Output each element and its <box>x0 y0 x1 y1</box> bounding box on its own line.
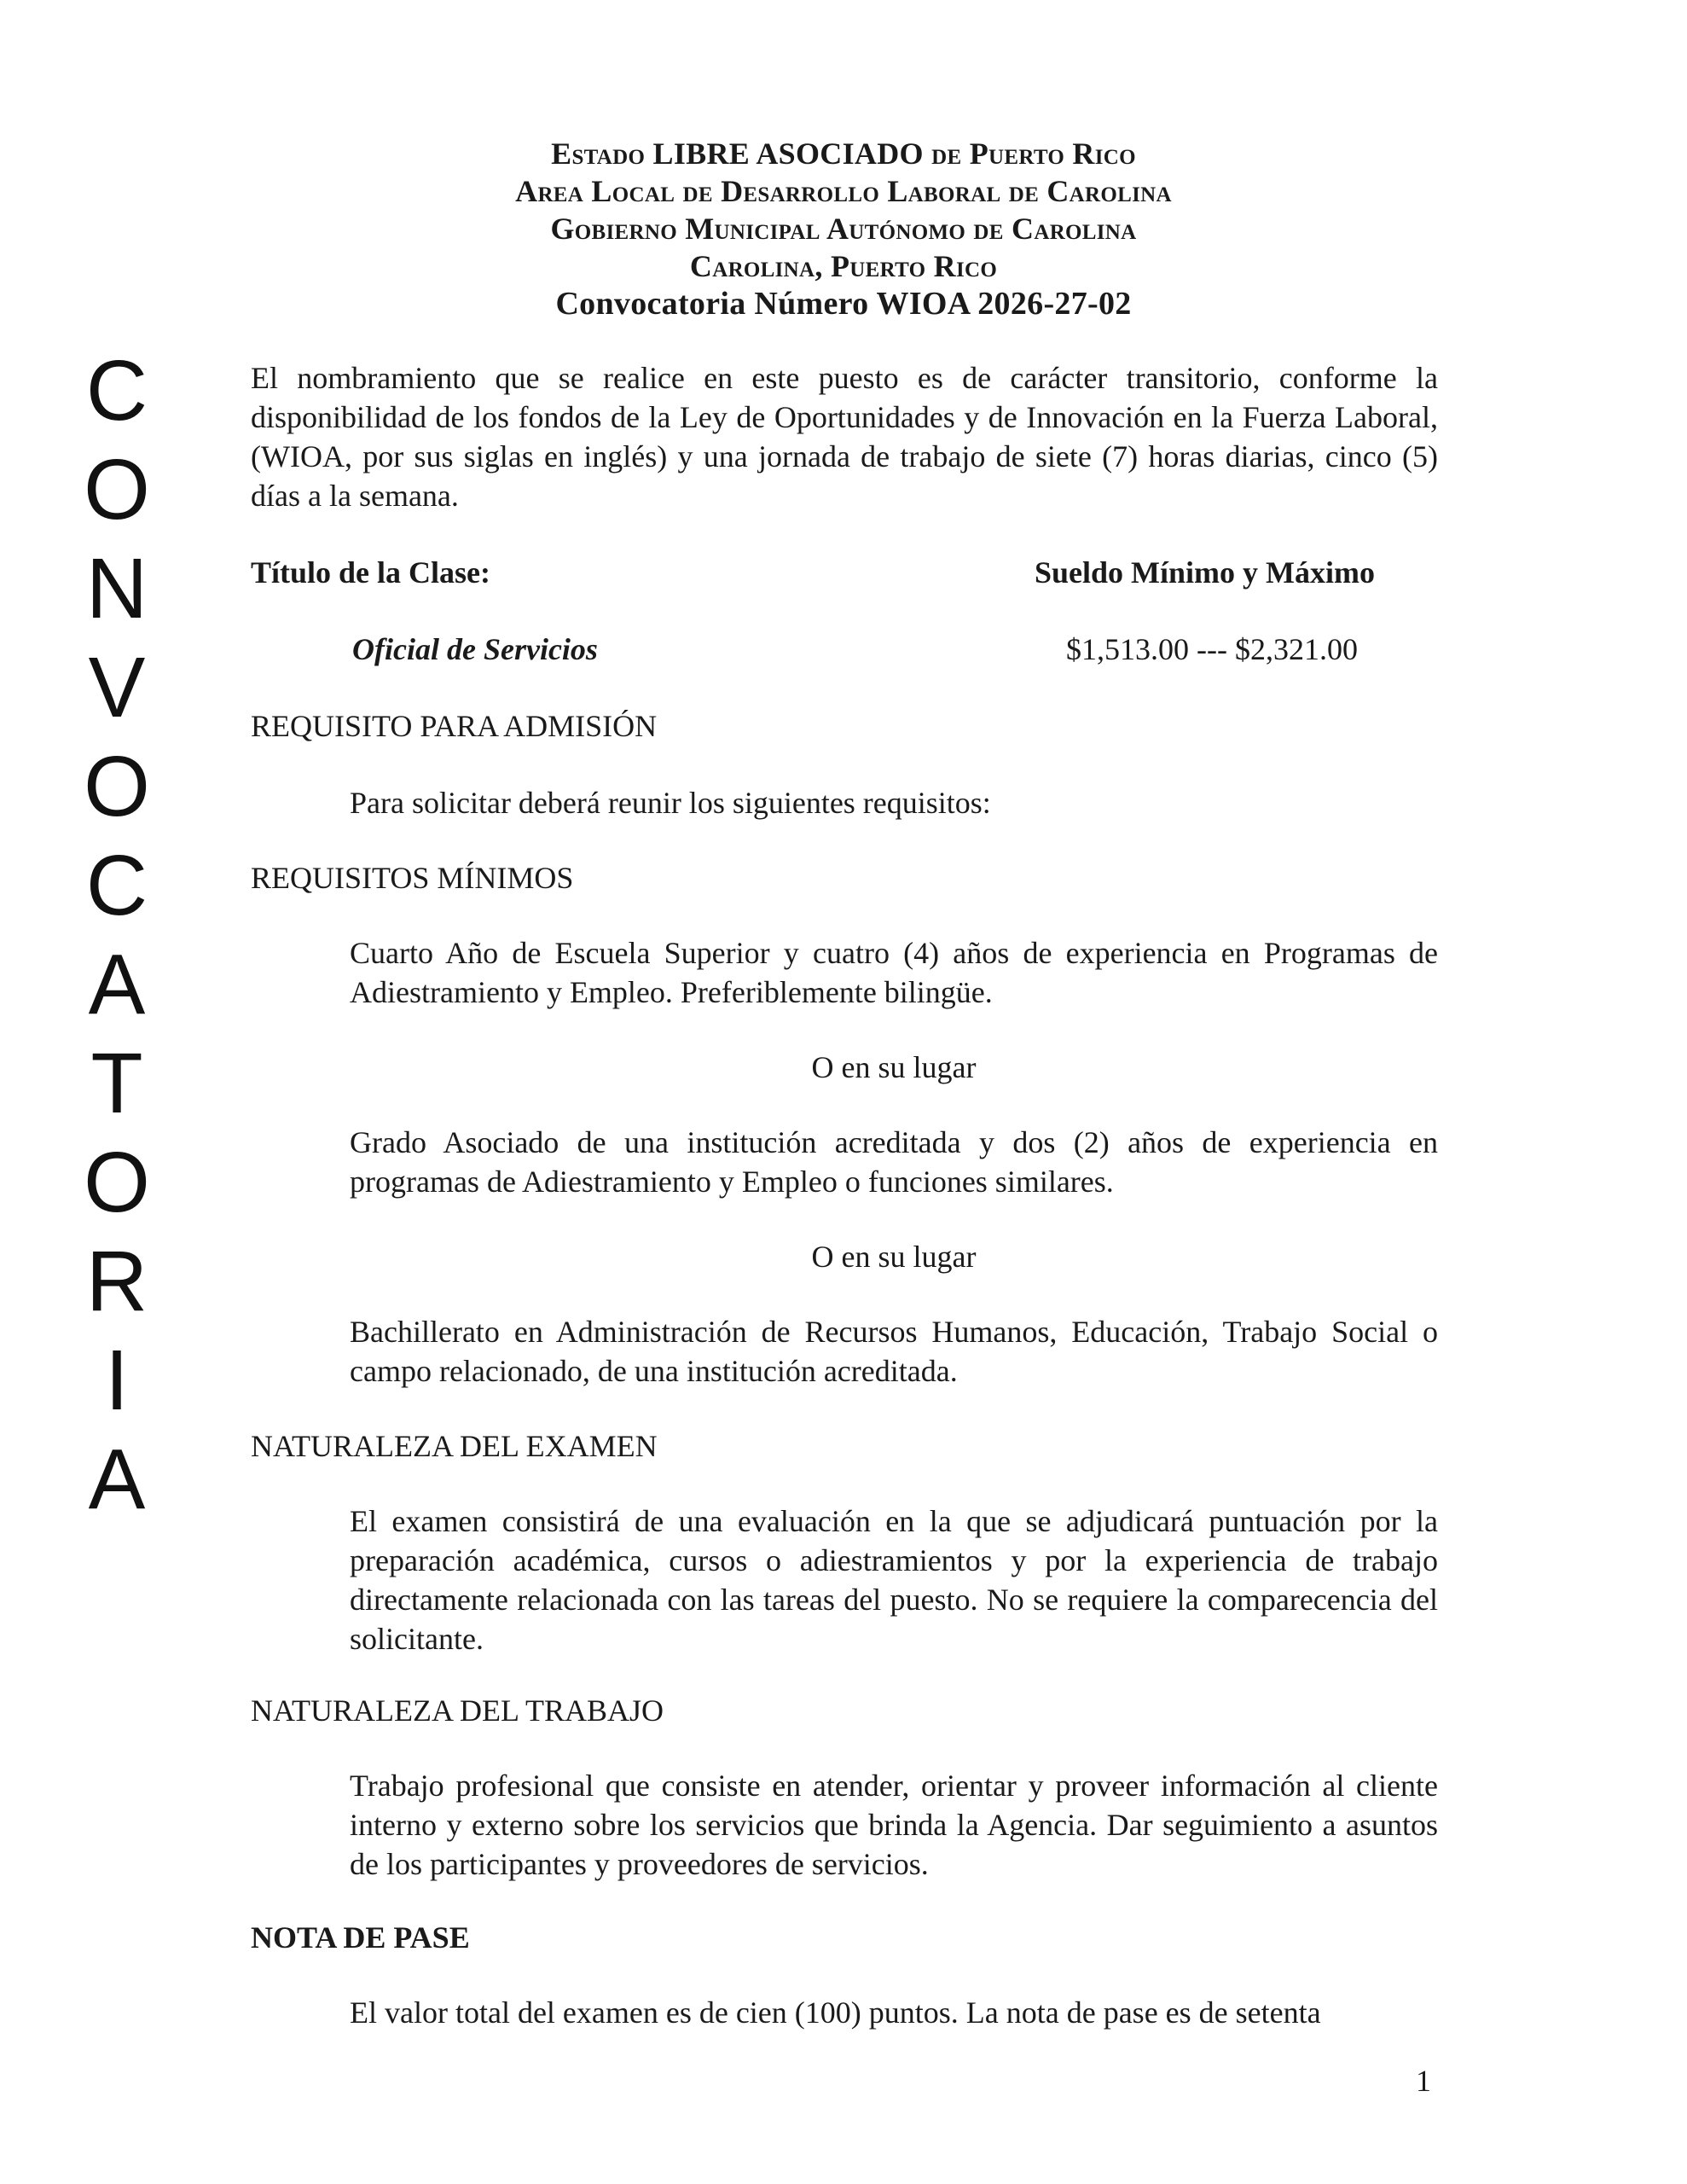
side-letter: A <box>88 1432 146 1527</box>
minimum-option-2: Grado Asociado de una institución acreditada y dos (2) años de experiencia en programas de Adiestramiento y Empleo o funciones similares. <box>350 1125 1438 1199</box>
work-text: Trabajo profesional que consiste en atender, orientar y proveer información al cliente interno y externo sobre los servicios que brinda la Agencia. Dar seguimiento a asuntos de los participantes y proveedores de servicios. <box>350 1769 1438 1881</box>
header-line-3: Gobierno Municipal Autónomo de Carolina <box>550 212 1137 246</box>
minimum-option-3: Bachillerato en Administración de Recursos Humanos, Educación, Trabajo Social o campo relacionado, de una institución acreditada. <box>350 1315 1438 1388</box>
side-letter: C <box>85 838 148 933</box>
document-header <box>0 135 1687 322</box>
intro-paragraph: El nombramiento que se realice en este puesto es de carácter transitorio, conforme la disponibilidad de los fondos de la Ley de Oportunidades y de Innovación en la Fuerza Laboral, (WIOA, por sus siglas en inglés) y una jornada de trabajo de siete (7) horas diarias, cinco (5) días a la semana. <box>251 361 1438 513</box>
header-line-1: Estado LIBRE ASOCIADO de Puerto Rico <box>551 136 1136 171</box>
side-word-convocatoria <box>78 341 155 1529</box>
admission-text: Para solicitar deberá reunir los siguientes requisitos: <box>350 786 991 820</box>
side-letter: T <box>90 1036 143 1131</box>
salary-range: $1,513.00 --- $2,321.00 <box>1066 632 1358 666</box>
side-letter: O <box>84 1135 150 1230</box>
passing-heading: NOTA DE PASE <box>251 1920 470 1955</box>
exam-heading: NATURALEZA DEL EXAMEN <box>251 1429 658 1463</box>
header-line-4: Carolina, Puerto Rico <box>689 249 998 283</box>
work-heading: NATURALEZA DEL TRABAJO <box>251 1693 664 1728</box>
or-separator-1: O en su lugar <box>811 1050 977 1084</box>
side-letter: C <box>85 343 148 439</box>
header-line-5: Convocatoria Número WIOA 2026-27-02 <box>555 286 1132 322</box>
class-name: Oficial de Servicios <box>352 632 598 666</box>
class-title-label: Título de la Clase: <box>251 555 491 590</box>
side-letter: N <box>85 541 148 636</box>
side-letter: V <box>88 640 146 735</box>
minimum-option-1: Cuarto Año de Escuela Superior y cuatro (4) años de experiencia en Programas de Adiestramiento y Empleo. Preferiblemente bilingüe. <box>350 936 1438 1009</box>
or-separator-2: O en su lugar <box>811 1240 977 1274</box>
passing-text: El valor total del examen es de cien (100) puntos. La nota de pase es de setenta <box>350 1995 1321 2030</box>
side-letter: A <box>88 937 146 1032</box>
header-line-2: Area Local de Desarrollo Laboral de Carolina <box>515 174 1172 208</box>
side-letter: O <box>84 442 150 537</box>
minimum-heading: REQUISITOS MÍNIMOS <box>251 861 574 895</box>
side-letter: I <box>105 1333 129 1428</box>
admission-heading: REQUISITO PARA ADMISIÓN <box>251 709 658 743</box>
exam-text: El examen consistirá de una evaluación en la que se adjudicará puntuación por la preparación académica, cursos o adiestramientos y por la experiencia de trabajo directamente relacionada con las tareas del puesto. No se requiere la comparecencia del solicitante. <box>350 1504 1438 1656</box>
page-number: 1 <box>1416 2064 1431 2098</box>
salary-label: Sueldo Mínimo y Máximo <box>1035 555 1376 590</box>
side-letter: R <box>85 1234 148 1329</box>
side-letter: O <box>84 739 150 834</box>
